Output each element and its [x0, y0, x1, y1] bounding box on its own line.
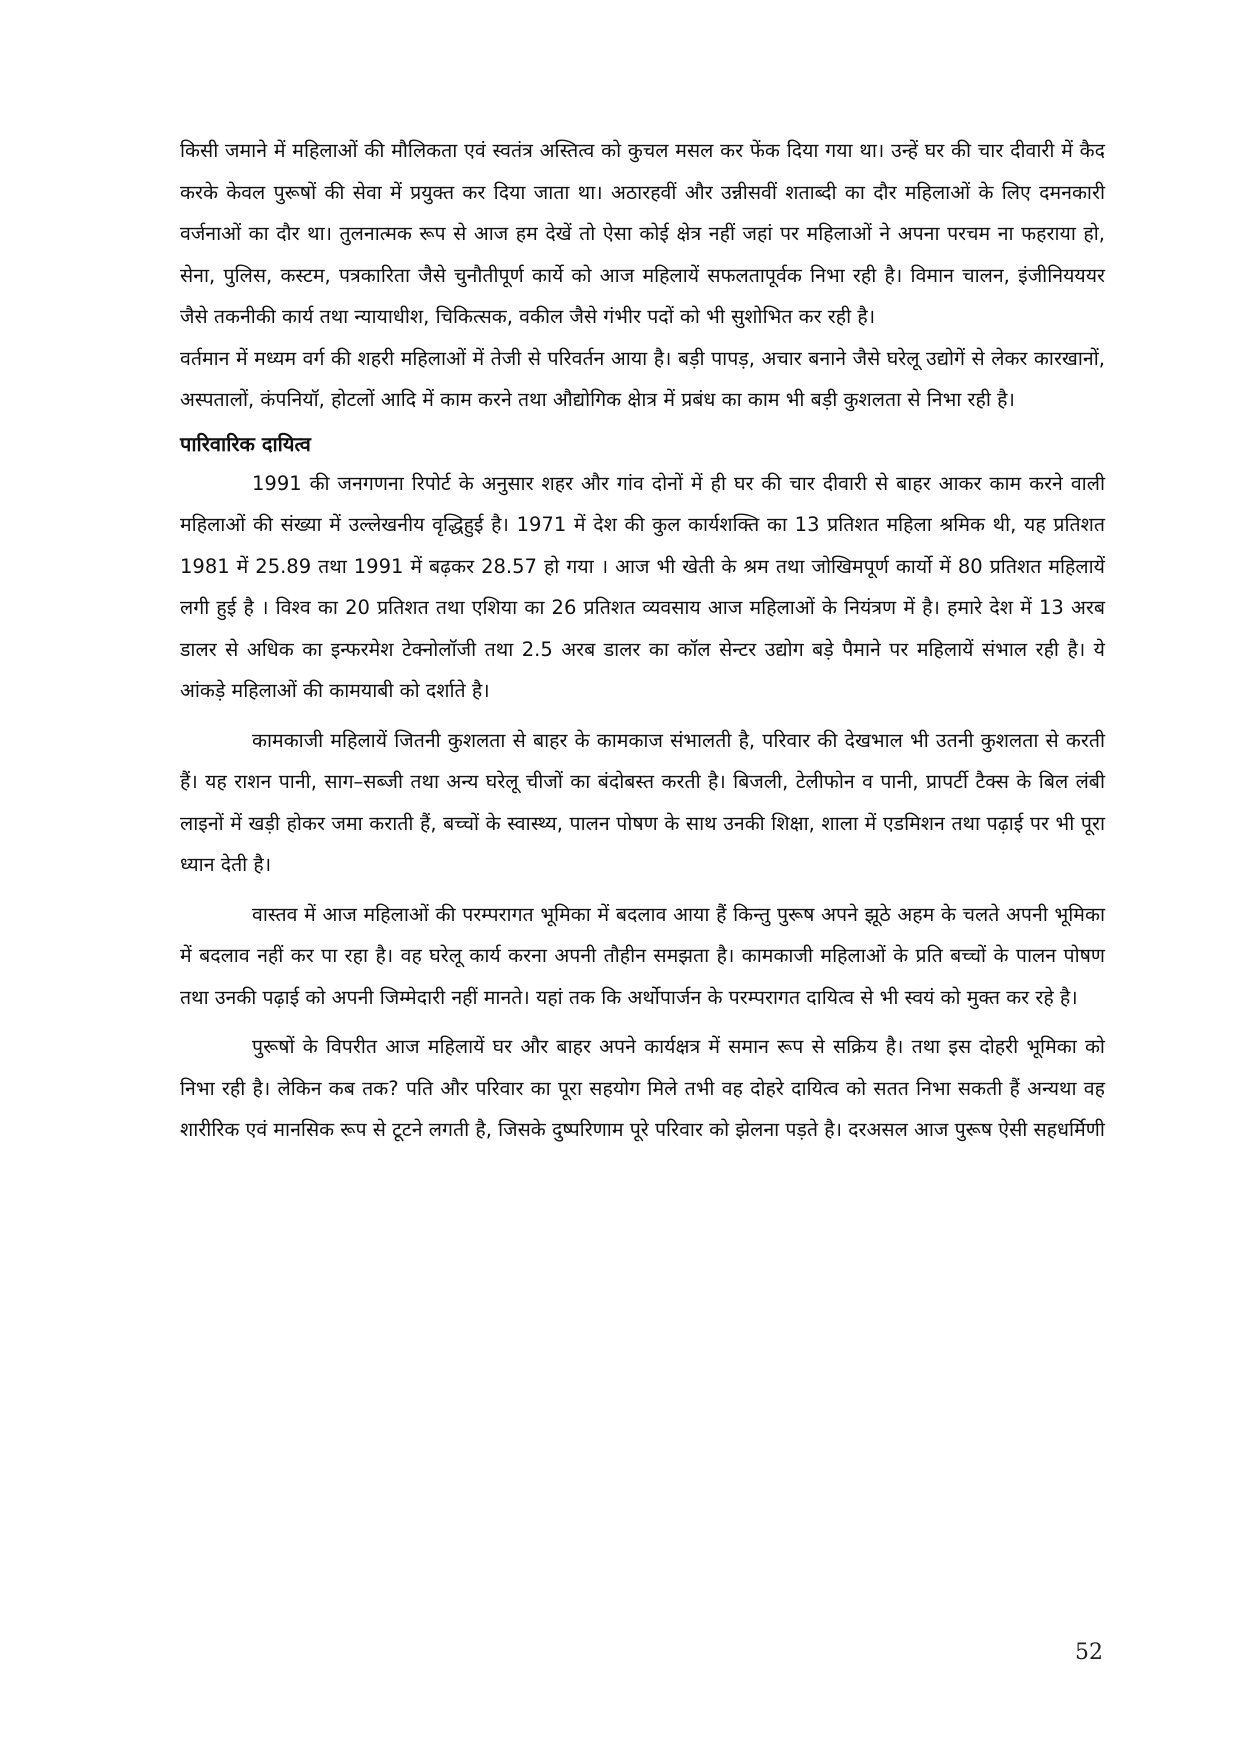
paragraph-working-women-household: कामकाजी महिलायें जितनी कुशलता से बाहर के कामकाज संभालती है, परिवार की देखभाल भी उतनी कुशलता से करती हैं। यह राशन पानी, साग–सब्जी तथा अन्य घरेलू चीजों का बंदोबस्त करती है। बिजली, टेलीफोन व पानी, प्रापर्टी टैक्स के बिल लंबी लाइनों में खड़ी होकर जमा कराती हैं, बच्चों के स्वास्थ्य, पालन पोषण के साथ उनकी शिक्षा, शाला में एडमिशन तथा पढ़ाई पर भी पूरा ध्यान देती है।: [180, 728, 1105, 876]
page-number: 52: [1075, 1640, 1103, 1665]
paragraph-urban-women-change: वर्तमान में मध्यम वर्ग की शहरी महिलाओं में तेजी से परिवर्तन आया है। बड़ी पापड़, अचार बनाने जैसे घरेलू उद्योगें से लेकर कारखानों, अस्पतालों, कंपनियॉ, होटलों आदि में काम करने तथा औद्योगिक क्षेात्र में प्रबंध का काम भी बड़ी कुशलता से निभा रही है।: [180, 346, 1105, 411]
document-page: [180, 130, 1105, 1151]
paragraph-traditional-role-change: वास्तव में आज महिलाओं की परम्परागत भूमिका में बदलाव आया हैं किन्तु पुरूष अपने झूठे अहम के चलते अपनी भूमिका में बदलाव नहीं कर पा रहा है। वह घरेलू कार्य करना अपनी तौहीन समझता है। कामकाजी महिलाओं के प्रति बच्चों के पालन पोषण तथा उनकी पढ़ाई को अपनी जिम्मेदारी नहीं मानते। यहां तक कि अर्थोपार्जन के परम्परागत दायित्व से भी स्वयं को मुक्त कर रहे है।: [180, 902, 1105, 1009]
section-heading-family-responsibility: पारिवारिक दायित्व: [180, 431, 311, 456]
paragraph-dual-role: पुरूषों के विपरीत आज महिलायें घर और बाहर अपने कार्यक्षत्र में समान रूप से सक्रिय है। तथा इस दोहरी भूमिका को निभा रही है। लेकिन कब तक? पति और परिवार का पूरा सहयोग मिले तभी वह दोहरे दायित्व को सतत निभा सकती हैं अन्यथा वह शारीरिक एवं मानसिक रूप से टूटने लगती है, जिसके दुष्परिणाम पूरे परिवार को झेलना पड़ते है। दरअसल आज पुरूष ऐसी सहधर्मिणी: [180, 1035, 1105, 1141]
paragraph-census-statistics: 1991 की जनगणना रिपोर्ट के अनुसार शहर और गांव दोनों में ही घर की चार दीवारी से बाहर आकर काम करने वाली महिलाओं की संख्या में उल्लेखनीय वृद्धिहुई है। 1971 में देश की कुल कार्यशक्ति का 13 प्रतिशत महिला श्रमिक थी, यह प्रतिशत 1981 में 25.89 तथा 1991 में बढ़कर 28.57 हो गया । आज भी खेती के श्रम तथा जोखिमपूर्ण कार्यो में 80 प्रतिशत महिलायें लगी हुई है । विश्व का 20 प्रतिशत तथा एशिया का 26 प्रतिशत व्यवसाय आज महिलाओं के नियंत्रण में है। हमारे देश में 13 अरब डालर से अधिक का इन्फरमेश टेक्नोलॉजी तथा 2.5 अरब डालर का कॉल सेन्टर उद्योग बड़े पैमाने पर महिलायें संभाल रही है। ये आंकड़े महिलाओं की कामयाबी को दर्शाते है।: [180, 471, 1105, 702]
paragraph-historical-oppression: किसी जमाने में महिलाओं की मौलिकता एवं स्वतंत्र अस्तित्व को कुचल मसल कर फेंक दिया गया था। उन्हें घर की चार दीवारी में कैद करके केवल पुरूषों की सेवा में प्रयुक्त कर दिया जाता था। अठारहवीं और उन्नीसवीं शताब्दी का दौर महिलाओं के लिए दमनकारी वर्जनाओं का दौर था। तुलनात्मक रूप से आज हम देखें तो ऐसा कोई क्षेत्र नहीं जहां पर महिलाओं ने अपना परचम ना फहराया हो, सेना, पुलिस, कस्टम, पत्रकारिता जैसे चुनौतीपूर्ण कार्ये को आज महिलायें सफलतापूर्वक निभा रही है। विमान चालन, इंजीनियययर जैसे तकनीकी कार्य तथा न्यायाधीश, चिकित्सक, वकील जैसे गंभीर पदों को भी सुशोभित कर रही है।: [180, 139, 1105, 328]
